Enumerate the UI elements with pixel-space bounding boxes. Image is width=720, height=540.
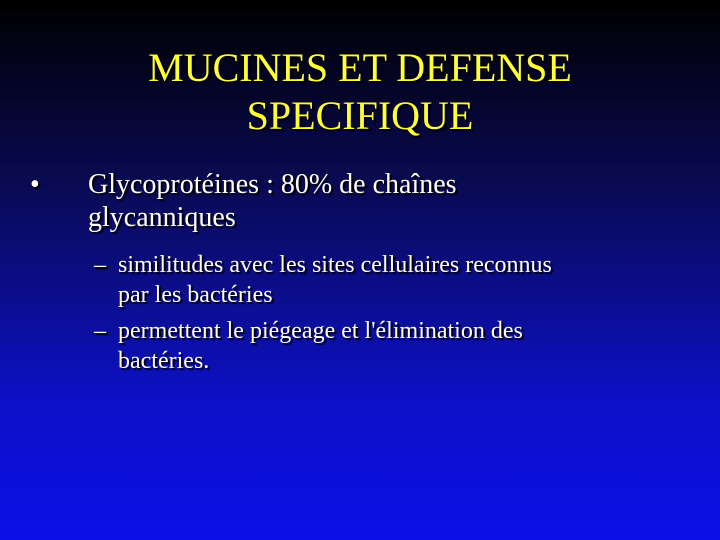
bullet-marker-icon: • <box>30 169 40 200</box>
sub-bullet-item <box>94 250 658 310</box>
sub-bullet-item <box>94 316 658 376</box>
slide-title <box>60 44 660 140</box>
bullet-item <box>30 168 648 234</box>
bullet-list <box>0 168 720 382</box>
bullet-line-1: Glycoprotéines : 80% de chaînes <box>88 169 457 200</box>
bullet-line-2: glycanniques <box>88 202 236 233</box>
title-line-2: SPECIFIQUE <box>246 93 474 138</box>
dash-marker-icon: – <box>94 252 106 278</box>
sub-bullet-line-1: similitudes avec les sites cellulaires reconnus <box>118 252 552 278</box>
sub-bullet-list <box>0 250 720 376</box>
sub-bullet-line-2: par les bactéries <box>118 282 273 308</box>
title-line-1: MUCINES ET DEFENSE <box>148 45 572 90</box>
sub-bullet-line-2: bactéries. <box>118 348 210 374</box>
sub-bullet-line-1: permettent le piégeage et l'élimination des <box>118 318 523 344</box>
dash-marker-icon: – <box>94 318 106 344</box>
